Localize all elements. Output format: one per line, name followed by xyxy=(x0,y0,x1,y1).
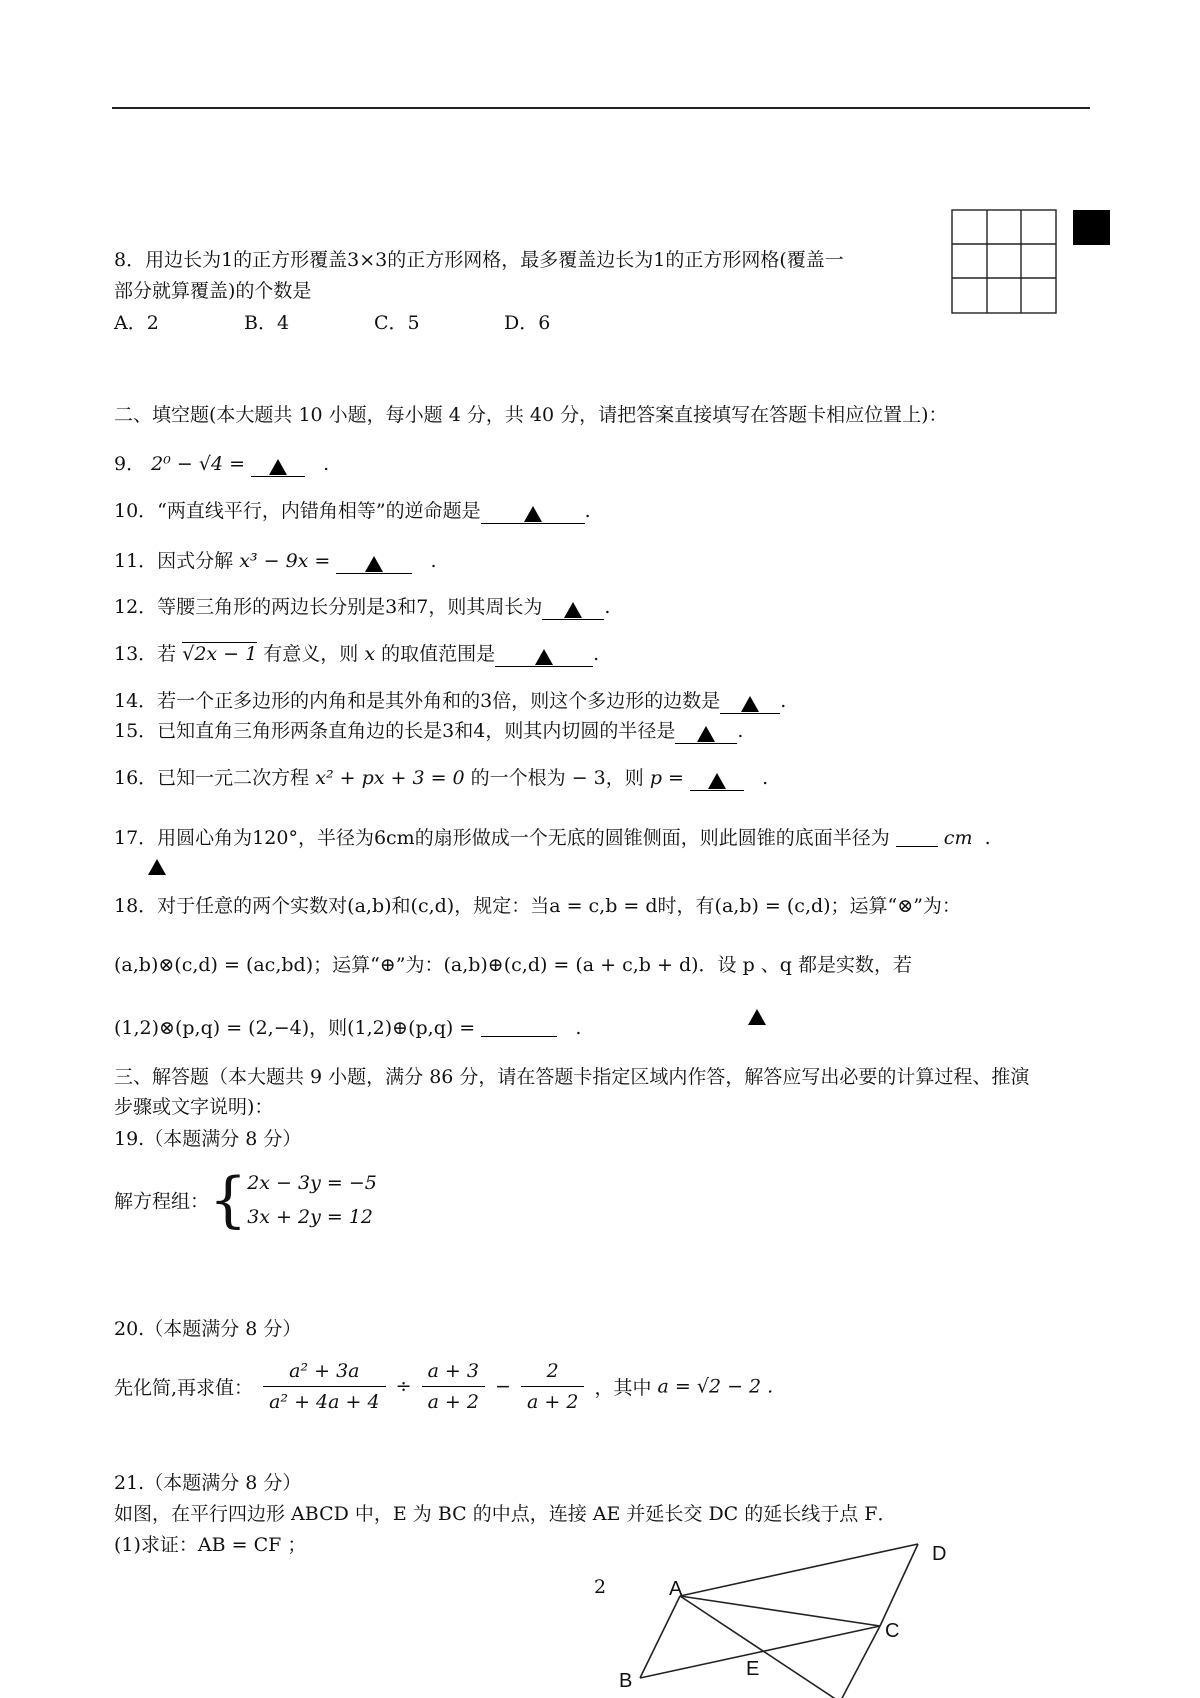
triangle-icon xyxy=(148,859,166,875)
q20-prompt: 先化简,再求值： xyxy=(114,1377,254,1399)
q11-end: . xyxy=(430,550,437,572)
q18-answer-marker xyxy=(748,1004,766,1030)
answer-blank xyxy=(720,691,780,714)
point-b-label: B xyxy=(619,1670,633,1692)
q13-var: x xyxy=(364,643,376,665)
q18-line1: 18．对于任意的两个实数对(a,b)和(c,d)，规定：当a = c,b = d时，有(a,b) = (c,d)；运算“⊗”为： xyxy=(114,895,961,917)
triangle-icon xyxy=(269,459,287,475)
q17 xyxy=(114,824,991,851)
denominator: a + 2 xyxy=(527,1391,579,1413)
q20-post: ，其中 xyxy=(594,1377,652,1399)
q20-fraction-1 xyxy=(263,1360,385,1413)
q13-post: 有意义，则 xyxy=(263,643,359,665)
segment-dc xyxy=(880,1544,918,1626)
header-rule xyxy=(112,107,1090,109)
segment-ab xyxy=(640,1596,680,1678)
q14-text: 14．若一个正多边形的内角和是其外角和的3倍，则这个多边形的边数是 xyxy=(114,690,721,712)
segment-bc xyxy=(640,1626,880,1678)
numerator: a² + 3a xyxy=(263,1360,385,1387)
answer-blank xyxy=(896,824,938,847)
q18-line2: (a,b)⊗(c,d) = (ac,bd)；运算“⊕”为：(a,b)⊕(c,d) = (a + c,b + d)．设 p 、q 都是实数，若 xyxy=(114,954,912,976)
grid-3x3-figure xyxy=(950,208,1062,320)
q13-root: √2x − 1 xyxy=(182,643,258,665)
triangle-icon xyxy=(365,556,383,572)
answer-blank xyxy=(690,768,744,791)
q9-num: 9． xyxy=(114,453,146,475)
segment-ad xyxy=(680,1544,918,1596)
q13-end: . xyxy=(593,643,600,665)
point-e-label: E xyxy=(746,1658,760,1680)
q20-body xyxy=(114,1360,773,1413)
q12-end: . xyxy=(604,596,611,618)
q16-end: . xyxy=(762,767,769,789)
q14-end: . xyxy=(780,690,787,712)
answer-blank xyxy=(481,1014,557,1037)
q20-title: 20.（本题满分 8 分） xyxy=(114,1318,302,1340)
numerator: a + 3 xyxy=(422,1360,485,1387)
q13-post2: 的取值范围是 xyxy=(381,643,496,665)
q9-end: . xyxy=(323,453,330,475)
q16-expr: x² + px + 3 = 0 xyxy=(315,767,465,789)
q8-option-a: A．2 xyxy=(114,312,159,334)
denominator: a² + 4a + 4 xyxy=(269,1391,380,1413)
q11 xyxy=(114,548,437,574)
triangle-icon xyxy=(535,649,553,665)
q11-text: 11．因式分解 xyxy=(114,550,234,572)
q10-end: . xyxy=(584,500,591,522)
q15-text: 15．已知直角三角形两条直角边的长是3和4，则其内切圆的半径是 xyxy=(114,720,676,742)
q16-post: 的一个根为 − 3，则 xyxy=(470,767,644,789)
q8-line2: 部分就算覆盖)的个数是 xyxy=(114,280,312,302)
q17-text: 17．用圆心角为120°，半径为6cm的扇形做成一个无底的圆锥侧面，则此圆锥的底面半径为 xyxy=(114,827,890,849)
q13-pre: 13．若 xyxy=(114,643,177,665)
q17-answer-marker xyxy=(148,854,166,880)
q11-expr: x³ − 9x = xyxy=(239,550,331,572)
q17-unit: cm xyxy=(943,827,973,849)
triangle-icon xyxy=(741,696,759,712)
q10 xyxy=(114,498,591,524)
q8-option-b: B．4 xyxy=(244,312,290,334)
q18-line3-wrap xyxy=(114,1014,581,1041)
answer-blank xyxy=(481,501,585,524)
q21-title: 21.（本题满分 8 分） xyxy=(114,1472,302,1494)
q8-line1: 8．用边长为1的正方形覆盖3×3的正方形网格，最多覆盖边长为1的正方形网格(覆盖一 xyxy=(114,249,844,271)
numerator: 2 xyxy=(521,1360,584,1387)
q16 xyxy=(114,765,768,791)
q10-text: 10．“两直线平行，内错角相等”的逆命题是 xyxy=(114,500,481,522)
q8-option-c: C．5 xyxy=(374,312,420,334)
q9 xyxy=(114,451,329,477)
q12 xyxy=(114,594,610,620)
q20-condition: a = √2 − 2 . xyxy=(657,1375,774,1398)
triangle-icon xyxy=(708,773,726,789)
q20-op2: − xyxy=(495,1375,511,1398)
q19-title: 19.（本题满分 8 分） xyxy=(114,1128,302,1150)
q19-system xyxy=(247,1166,377,1234)
denominator: a + 2 xyxy=(427,1391,479,1413)
section3-line1: 三、解答题（本大题共 9 小题，满分 86 分，请在答题卡指定区域内作答，解答应写出必要的计算过程、推演 xyxy=(114,1066,1030,1088)
q8-option-d: D．6 xyxy=(504,312,551,334)
q20-fraction-2 xyxy=(422,1360,485,1413)
q18-end: . xyxy=(575,1017,582,1039)
answer-blank xyxy=(542,597,604,620)
page-number: 2 xyxy=(594,1576,607,1598)
brace-icon: { xyxy=(209,1165,248,1235)
black-square-mark xyxy=(1073,210,1110,245)
q20-fraction-3 xyxy=(521,1360,584,1413)
point-a-label: A xyxy=(669,1578,683,1600)
answer-blank xyxy=(251,454,305,477)
q8-options xyxy=(114,310,634,336)
section2-heading: 二、填空题(本大题共 10 小题，每小题 4 分，共 40 分，请把答案直接填写在答题卡相应位置上)： xyxy=(114,404,948,426)
triangle-icon xyxy=(564,602,582,618)
q20-op1: ÷ xyxy=(395,1375,412,1398)
q12-text: 12．等腰三角形的两边长分别是3和7，则其周长为 xyxy=(114,596,543,618)
q19-prompt: 解方程组： xyxy=(114,1190,210,1213)
q16-pre: 16．已知一元二次方程 xyxy=(114,767,310,789)
section3-line2: 步骤或文字说明)： xyxy=(114,1096,274,1118)
segment-ae xyxy=(680,1596,840,1698)
q19-eq1: 2x − 3y = −5 xyxy=(247,1172,377,1194)
triangle-icon xyxy=(748,1009,766,1025)
q19-eq2: 3x + 2y = 12 xyxy=(247,1206,374,1228)
q15 xyxy=(114,718,743,744)
q16-var: p = xyxy=(649,767,684,789)
q17-end: . xyxy=(984,827,991,849)
q21-line2: (1)求证：AB = CF ； xyxy=(114,1534,307,1556)
point-d-label: D xyxy=(932,1543,947,1565)
q19-body xyxy=(114,1166,377,1234)
q9-expr: 2⁰ − √4 = xyxy=(151,453,245,475)
answer-blank xyxy=(675,721,737,744)
point-c-label: C xyxy=(885,1620,900,1642)
triangle-icon xyxy=(524,506,542,522)
grid-outline xyxy=(952,210,1056,313)
q13 xyxy=(114,641,599,667)
segment-ac xyxy=(680,1596,880,1626)
q18-line3: (1,2)⊗(p,q) = (2,−4)，则(1,2)⊕(p,q) = xyxy=(114,1017,476,1039)
segment-cf xyxy=(840,1626,880,1698)
answer-blank xyxy=(495,644,593,667)
triangle-icon xyxy=(697,726,715,742)
q15-end: . xyxy=(737,720,744,742)
answer-blank xyxy=(336,551,412,574)
q21-line1: 如图，在平行四边形 ABCD 中，E 为 BC 的中点，连接 AE 并延长交 DC 的延长线于点 F． xyxy=(114,1503,897,1525)
parallelogram-figure xyxy=(600,1540,960,1698)
q14 xyxy=(114,688,786,714)
